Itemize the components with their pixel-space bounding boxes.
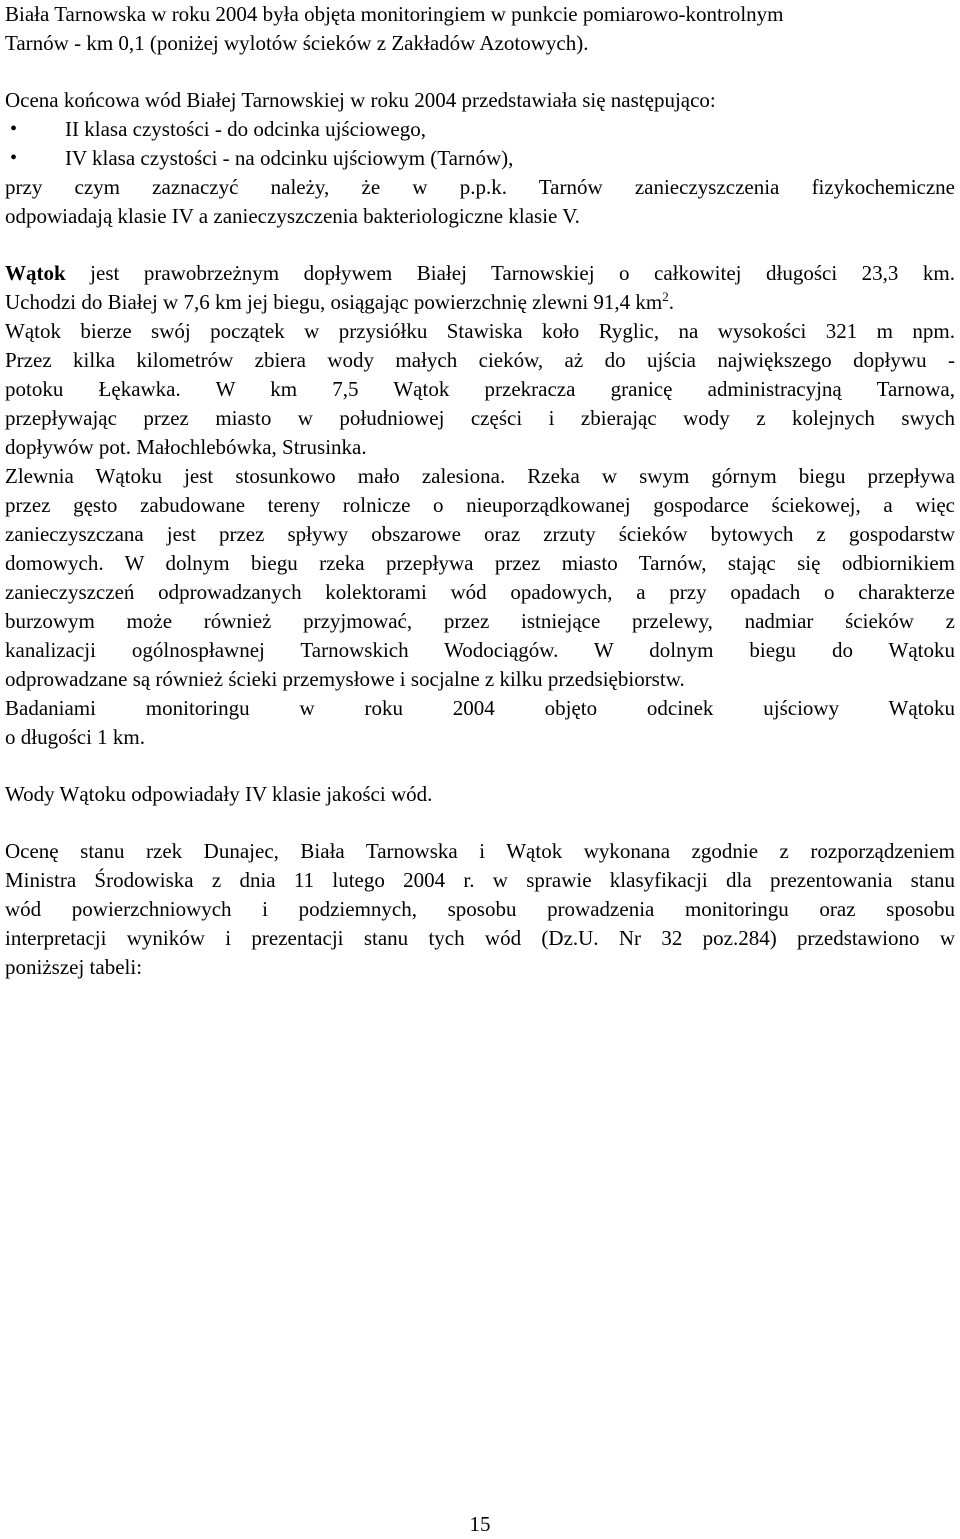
text-line bbox=[5, 259, 955, 288]
text-fragment: Uchodzi do Białej w 7,6 km jej biegu, osiągając powierzchnię zlewni 91,4 km bbox=[5, 290, 663, 314]
assessment-section bbox=[5, 86, 955, 231]
text-line: burzowym może również przyjmować, przez istniejące przelewy, nadmiar ścieków z bbox=[5, 609, 955, 633]
page-number: 15 bbox=[469, 1512, 491, 1536]
document-page bbox=[5, 0, 955, 982]
text-line: odpowiadają klasie IV a zanieczyszczenia bakteriologiczne klasie V. bbox=[5, 204, 580, 228]
superscript: 2 bbox=[662, 289, 669, 304]
text-line: Ministra Środowiska z dnia 11 lutego 2004 r. w sprawie klasyfikacji dla prezentowania stanu bbox=[5, 868, 955, 892]
text-line: o długości 1 km. bbox=[5, 725, 145, 749]
assessment-intro: Ocena końcowa wód Białej Tarnowskiej w roku 2004 przedstawiała się następująco: bbox=[5, 88, 716, 112]
text-line: Wody Wątoku odpowiadały IV klasie jakości wód. bbox=[5, 782, 433, 806]
text-line: Tarnów - km 0,1 (poniżej wylotów ścieków z Zakładów Azotowych). bbox=[5, 31, 589, 55]
list-item-text: II klasa czystości - do odcinka ujściowego, bbox=[65, 117, 426, 141]
class-list bbox=[5, 115, 955, 173]
list-item bbox=[5, 115, 955, 144]
river-name: Wątok bbox=[5, 261, 66, 285]
text-line: Wątok bierze swój początek w przysiółku Stawiska koło Ryglic, na wysokości 321 m npm. bbox=[5, 319, 955, 343]
text-line: interpretacji wyników i prezentacji stanu tych wód (Dz.U. Nr 32 poz.284) przedstawiono w bbox=[5, 926, 955, 950]
bullet-icon: • bbox=[10, 118, 18, 140]
text-line: domowych. W dolnym biegu rzeka przepływa przez miasto Tarnów, stając się odbiornikiem bbox=[5, 551, 955, 575]
text-line: Przez kilka kilometrów zbiera wody małych cieków, aż do ujścia największego dopływu - bbox=[5, 348, 955, 372]
watok-section bbox=[5, 259, 955, 462]
monitoring-section bbox=[5, 694, 955, 752]
catchment-section bbox=[5, 462, 955, 694]
text-line: przy czym zaznaczyć należy, że w p.p.k. Tarnów zanieczyszczenia fizykochemiczne bbox=[5, 175, 955, 199]
text-fragment: jest prawobrzeżnym dopływem Białej Tarnowskiej o całkowitej długości 23,3 km. bbox=[65, 261, 955, 285]
text-line: wód powierzchniowych i podziemnych, sposobu prowadzenia monitoringu oraz sposobu bbox=[5, 897, 955, 921]
bullet-icon: • bbox=[10, 147, 18, 169]
list-item-text: IV klasa czystości - na odcinku ujściowym (Tarnów), bbox=[65, 146, 514, 170]
text-line: potoku Łękawka. W km 7,5 Wątok przekracza granicę administracyjną Tarnowa, bbox=[5, 377, 955, 401]
text-line: przez gęsto zabudowane tereny rolnicze o nieuporządkowanej gospodarce ściekowej, a więc bbox=[5, 493, 955, 517]
text-line: kanalizacji ogólnospławnej Tarnowskich Wodociągów. W dolnym biegu do Wątoku bbox=[5, 638, 955, 662]
spacer bbox=[5, 58, 955, 86]
text-line: Badaniami monitoringu w roku 2004 objęto odcinek ujściowy Wątoku bbox=[5, 696, 955, 720]
text-line: poniższej tabeli: bbox=[5, 955, 143, 979]
spacer bbox=[5, 752, 955, 780]
text-line: zanieczyszczana jest przez spływy obszarowe oraz zrzuty ścieków bytowych z gospodarstw bbox=[5, 522, 955, 546]
text-line: przepływając przez miasto w południowej części i zbierając wody z kolejnych swych bbox=[5, 406, 955, 430]
intro-paragraph bbox=[5, 0, 955, 58]
quality-section bbox=[5, 780, 955, 809]
regulation-section bbox=[5, 837, 955, 982]
spacer bbox=[5, 809, 955, 837]
text-line: odprowadzane są również ścieki przemysłowe i socjalne z kilku przedsiębiorstw. bbox=[5, 667, 685, 691]
list-item bbox=[5, 144, 955, 173]
text-fragment: . bbox=[668, 290, 674, 314]
text-line: Ocenę stanu rzek Dunajec, Biała Tarnowska i Wątok wykonana zgodnie z rozporządzeniem bbox=[5, 839, 955, 863]
text-line: zanieczyszczeń odprowadzanych kolektorami wód opadowych, a przy opadach o charakterze bbox=[5, 580, 955, 604]
text-line: Biała Tarnowska w roku 2004 była objęta monitoringiem w punkcie pomiarowo-kontrolnym bbox=[5, 2, 784, 26]
spacer bbox=[5, 231, 955, 259]
text-line bbox=[5, 288, 955, 317]
text-line: dopływów pot. Małochlebówka, Strusinka. bbox=[5, 435, 367, 459]
text-line: Zlewnia Wątoku jest stosunkowo mało zalesiona. Rzeka w swym górnym biegu przepływa bbox=[5, 464, 955, 488]
